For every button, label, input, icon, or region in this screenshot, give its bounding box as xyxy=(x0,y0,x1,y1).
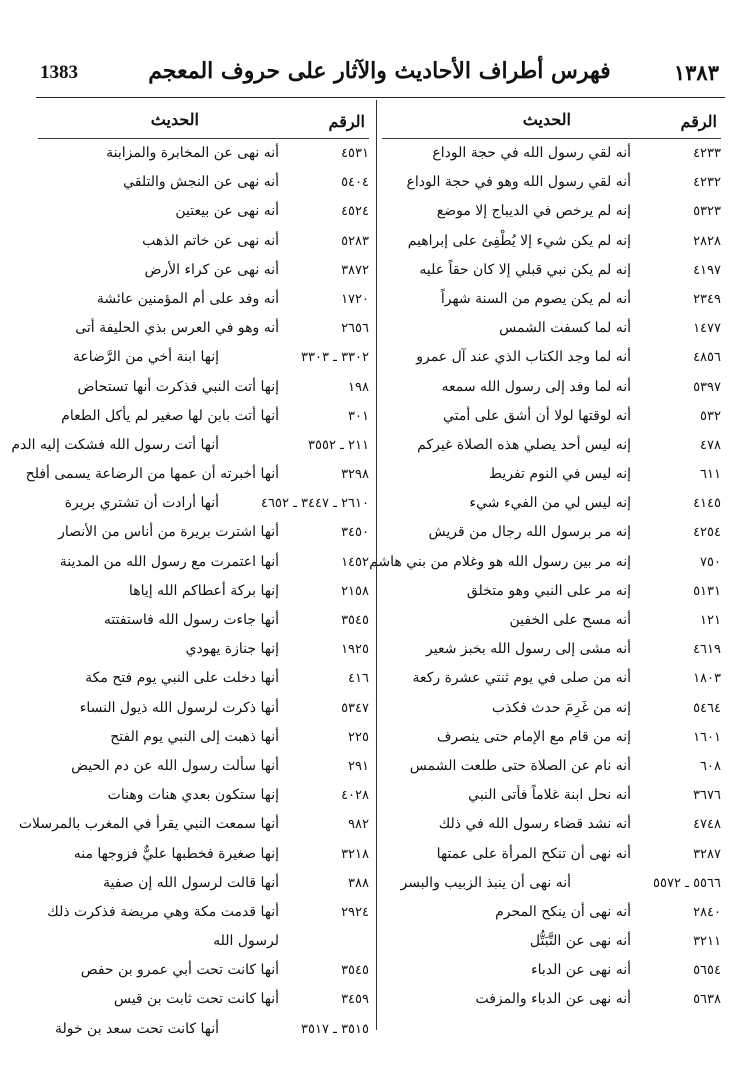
entry-number: ٤٧٨ xyxy=(700,437,721,453)
entry-number: ٣٨٧٢ xyxy=(341,262,369,278)
entry-text: أنه نهى عن الدباء والمزفت xyxy=(475,991,631,1008)
index-entry xyxy=(382,227,721,256)
index-entry xyxy=(382,256,721,285)
header-rule xyxy=(36,97,725,98)
index-entry xyxy=(38,489,369,518)
entry-number: ٤٠٢٨ xyxy=(341,788,369,804)
entry-text: أنه نهى عن بيعتين xyxy=(175,203,279,220)
index-entry xyxy=(38,227,369,256)
entry-text: أنه مشى إلى رسول الله بخبز شعير xyxy=(426,641,631,658)
index-entry xyxy=(38,927,369,956)
entry-text: أنه نشد قضاء رسول الله في ذلك xyxy=(438,816,631,833)
entry-text: أنه لما كسفت الشمس xyxy=(499,320,631,337)
entry-number: ٤٢٣٢ xyxy=(693,175,721,191)
index-entry xyxy=(382,402,721,431)
entry-number: ٤٢٣٣ xyxy=(693,146,721,161)
entry-number: ٥٢٨٣ xyxy=(341,233,369,249)
page-number-arabic: ١٣٨٣ xyxy=(673,60,719,85)
entry-text: أنه وهو في العرس بذي الحليفة أتى xyxy=(75,320,279,337)
left-column-header xyxy=(38,100,369,139)
entry-number: ٣٤٥٩ xyxy=(341,992,369,1008)
entry-text: أنها قالت لرسول الله إن صفية xyxy=(102,874,279,891)
index-entry xyxy=(382,285,721,314)
entry-text: إنه ليس في النوم تفريط xyxy=(489,466,631,483)
index-entry xyxy=(382,197,721,226)
entry-number: ٩٨٢ xyxy=(348,817,369,833)
entry-text: إنه لم يرخص في الديباج إلا موضع xyxy=(436,203,631,220)
index-entry xyxy=(382,810,721,839)
entry-number: ٤٧٤٨ xyxy=(693,817,721,833)
column-divider xyxy=(376,100,377,1030)
index-entry xyxy=(38,256,369,285)
right-column xyxy=(369,100,721,1030)
entry-number: ٢١٥٨ xyxy=(341,583,369,599)
index-entry xyxy=(382,314,721,343)
entry-text: إنه لم يكن نبي قبلي إلا كان حقاً عليه xyxy=(419,261,631,278)
entry-number: ٥٦٥٤ xyxy=(693,963,721,979)
entry-number: ٤١٦ xyxy=(348,671,369,687)
index-entry xyxy=(25,460,369,489)
left-column xyxy=(11,100,369,1037)
entry-text: أنها أتت بابن لها صغير لم يأكل الطعام xyxy=(61,407,279,424)
entry-text: إنه ليس أحد يصلي هذه الصلاة غيركم xyxy=(417,436,631,453)
index-entry xyxy=(38,694,369,723)
index-entry xyxy=(382,898,721,927)
entry-text: أنها جاءت رسول الله فاستفتته xyxy=(103,612,279,628)
index-entry xyxy=(38,752,369,781)
entry-text: أنها كانت تحت أبي عمرو بن حفص xyxy=(80,962,279,979)
page-header xyxy=(40,58,719,94)
entry-number: ٣٢١١ xyxy=(693,934,721,950)
index-entry xyxy=(38,606,369,635)
index-entry xyxy=(11,431,369,460)
entry-text: إنه مر برسول الله رجال من قريش xyxy=(428,524,631,541)
entry-number: ٢٨٢٨ xyxy=(693,233,721,249)
entry-number: ٥١٣١ xyxy=(693,583,721,599)
entry-number: ٣٠١ xyxy=(348,408,369,424)
entry-number: ١٢١ xyxy=(700,613,721,628)
entry-text: إنها صغيرة فخطبها عليٌّ فزوجها منه xyxy=(73,845,279,862)
entry-text: أنه نهى أن ينكح المحرم xyxy=(495,903,631,920)
entry-number: ٥٤٦٤ xyxy=(693,700,721,716)
index-entry xyxy=(382,460,721,489)
entry-text: أنه نهى عن خاتم الذهب xyxy=(142,232,279,249)
entry-text: أنها سمعت النبي يقرأ في المغرب بالمرسلات xyxy=(18,816,279,833)
entry-text: أنها دخلت على النبي يوم فتح مكة xyxy=(85,670,279,687)
entry-text: إنها ابنة أخي من الرَّضاعة xyxy=(72,349,219,366)
right-column-header xyxy=(382,100,721,139)
entry-text: أنه نهى عن الدباء xyxy=(531,962,631,979)
entry-number: ١٩٢٥ xyxy=(341,642,369,658)
index-entry xyxy=(382,664,721,693)
entry-text: أنه وفد على أم المؤمنين عائشة xyxy=(96,290,279,307)
entry-number: ٣٦٧٦ xyxy=(693,788,721,804)
index-entry xyxy=(38,343,369,372)
entry-text: أنها اعتمرت مع رسول الله من المدينة xyxy=(59,553,279,570)
entry-text: أنه لوقتها لولا أن أشق على أمتي xyxy=(442,407,631,424)
index-entry xyxy=(382,168,721,197)
entry-text: أنه لقي رسول الله وهو في حجة الوداع xyxy=(406,174,631,191)
hadith-heading: الحديث xyxy=(150,110,199,129)
entry-text: أنه نهى عن المخابرة والمزابنة xyxy=(106,145,279,161)
index-entry xyxy=(38,168,369,197)
index-entry xyxy=(382,723,721,752)
index-entry xyxy=(369,548,721,577)
entry-text: إنه لم يكن شيء إلا يُطْفِئ على إبراهيم xyxy=(407,232,631,249)
entry-text: إنها أتت النبي فذكرت أنها تستحاض xyxy=(77,378,279,395)
entry-number: ٥٣٢ xyxy=(700,408,721,424)
entry-text: إنه من قام مع الإمام حتى ينصرف xyxy=(436,728,631,745)
entry-number: ١٦٠١ xyxy=(693,729,721,745)
entry-text: إنه مر على النبي وهو متخلق xyxy=(466,582,631,599)
index-entry xyxy=(38,985,369,1014)
entry-text: أنها كانت تحت سعد بن خولة xyxy=(54,1020,219,1037)
index-entry xyxy=(38,898,369,927)
entry-text: أنها أتت رسول الله فشكت إليه الدم xyxy=(11,436,219,453)
index-entry xyxy=(38,402,369,431)
entry-text: أنها قدمت مكة وهي مريضة فذكرت ذلك xyxy=(47,903,279,920)
index-entry xyxy=(382,606,721,635)
entry-text: إنه من غَرِمَ حدث فكذب xyxy=(491,699,631,716)
entry-number: ١٨٠٣ xyxy=(693,671,721,687)
index-entry xyxy=(38,869,369,898)
entry-number: ٣٨٨ xyxy=(348,875,369,891)
entry-number: ٤٥٢٤ xyxy=(341,204,369,220)
entry-number: ٣٥٤٥ xyxy=(341,963,369,979)
hadith-heading: الحديث xyxy=(522,110,571,129)
index-entry xyxy=(382,752,721,781)
entry-text: أنه لما وجد الكتاب الذي عند آل عمرو xyxy=(416,349,631,366)
index-entry xyxy=(38,314,369,343)
entry-text: أنه لم يكن يصوم من السنة شهراً xyxy=(440,290,631,307)
entry-number: ٤٥٣١ xyxy=(341,146,369,161)
index-entry xyxy=(382,985,721,1014)
entry-text: أنه نحل ابنة غلاماً فأتى النبي xyxy=(468,787,631,804)
index-entry xyxy=(382,139,721,168)
entry-text: أنها سألت رسول الله عن دم الحيض xyxy=(71,757,279,774)
page-number-latin: 1383 xyxy=(40,62,78,83)
index-entry xyxy=(38,577,369,606)
index-entry xyxy=(382,489,721,518)
entry-text: أنه نهى عن التَّبَتُّل xyxy=(529,933,631,950)
page-title: فهرس أطراف الأحاديث والآثار على حروف المعجم xyxy=(148,58,611,84)
entry-text: أنها اشترت بريرة من أناس من الأنصار xyxy=(58,524,279,541)
index-entry xyxy=(382,869,721,898)
entry-number: ٤٦١٩ xyxy=(693,642,721,658)
entry-text: أنها ذهبت إلى النبي يوم الفتح xyxy=(110,728,279,745)
entry-number: ٤٨٥٦ xyxy=(693,350,721,366)
index-entry xyxy=(38,285,369,314)
entry-text: إنها ستكون بعدي هنات وهنات xyxy=(107,787,279,804)
entry-number: ٥٣٤٧ xyxy=(341,700,369,716)
entry-number: ٢٩٢٤ xyxy=(341,904,369,920)
entry-number: ٣٥٤٥ xyxy=(341,613,369,628)
entry-text: أنه نهى أن ينبذ الزبيب والبسر xyxy=(400,874,571,891)
index-entry xyxy=(38,664,369,693)
index-entry xyxy=(38,781,369,810)
entry-number: ١٧٢٠ xyxy=(341,291,369,307)
entry-number: ٢٦٥٦ xyxy=(341,321,369,337)
index-entry xyxy=(382,518,721,547)
entry-number: ٣٣٠٢ ـ ٣٣٠٣ xyxy=(301,350,369,366)
index-entry xyxy=(382,635,721,664)
right-entries xyxy=(369,139,721,1015)
entry-number: ١٤٥٢ xyxy=(341,554,369,570)
entry-number: ٢٢٥ xyxy=(348,729,369,745)
entry-number: ٢١١ ـ ٣٥٥٢ xyxy=(308,437,369,453)
index-entry xyxy=(38,548,369,577)
entry-number: ٧٥٠ xyxy=(700,554,721,570)
index-entry xyxy=(382,694,721,723)
index-entry xyxy=(382,577,721,606)
entry-number: ٥٤٠٤ xyxy=(341,175,369,191)
index-entry xyxy=(38,518,369,547)
entry-text: أنه من صلى في يوم ثنتي عشرة ركعة xyxy=(412,670,631,687)
entry-text: أنها أرادت أن تشتري بريرة xyxy=(64,495,219,512)
entry-text: أنه لما وفد إلى رسول الله سمعه xyxy=(441,378,631,395)
entry-number: ٦١١ xyxy=(700,467,721,483)
entry-number: ٤١٤٥ xyxy=(693,496,721,512)
entry-number: ٢٨٤٠ xyxy=(693,904,721,920)
entry-text: أنه نهى عن النجش والتلقي xyxy=(123,174,279,191)
entry-number: ٦٠٨ xyxy=(700,758,721,774)
entry-text: إنها جنازة يهودي xyxy=(185,641,279,658)
index-entry xyxy=(18,810,369,839)
entry-number: ٣٤٥٠ xyxy=(341,525,369,541)
index-entry xyxy=(38,1015,369,1044)
entry-text: أنه مسح على الخفين xyxy=(509,612,631,628)
number-heading: الرقم xyxy=(328,112,365,131)
entry-number: ٤١٩٧ xyxy=(693,262,721,278)
entry-number: ٢٣٤٩ xyxy=(693,291,721,307)
entry-number: ٣٢٩٨ xyxy=(341,467,369,483)
entry-text: أنه لقي رسول الله في حجة الوداع xyxy=(432,145,631,161)
index-entry xyxy=(38,635,369,664)
entry-text: أنه نهى عن كراء الأرض xyxy=(144,261,279,278)
entry-text: أنه نهى أن تنكح المرأة على عمتها xyxy=(436,845,631,862)
entry-number: ٤٢٥٤ xyxy=(693,525,721,541)
index-entry xyxy=(382,927,721,956)
left-entries xyxy=(11,139,369,1044)
entry-text: أنها أخبرته أن عمها من الرضاعة يسمى أفلح xyxy=(25,466,279,483)
entry-number: ٥٣٩٧ xyxy=(693,379,721,395)
entry-text: إنه مر بين رسول الله هو وغلام من بني هاشم xyxy=(369,553,631,570)
index-entry xyxy=(382,840,721,869)
index-entry xyxy=(38,723,369,752)
index-entry xyxy=(38,197,369,226)
index-entry xyxy=(382,781,721,810)
entry-number: ١٩٨ xyxy=(348,379,369,395)
index-entry xyxy=(38,373,369,402)
entry-number: ٥٦٣٨ xyxy=(693,992,721,1008)
entry-text: إنها بركة أعطاكم الله إياها xyxy=(128,582,279,599)
entry-number: ٥٥٦٦ ـ ٥٥٧٢ xyxy=(653,875,721,891)
index-entry xyxy=(38,956,369,985)
entry-text: أنها ذكرت لرسول الله ذيول النساء xyxy=(79,699,279,716)
index-entry xyxy=(382,343,721,372)
number-heading: الرقم xyxy=(680,112,717,131)
index-entry xyxy=(38,840,369,869)
entry-number: ١٤٧٧ xyxy=(693,321,721,337)
entry-number: ٢٩١ xyxy=(348,758,369,774)
entry-number: ٣٢٨٧ xyxy=(693,846,721,862)
entry-number: ٣٢١٨ xyxy=(341,846,369,862)
entry-text: إنه ليس لي من الفيء شيء xyxy=(469,495,631,512)
entry-number: ٣٥١٥ ـ ٣٥١٧ xyxy=(301,1021,369,1037)
entry-number: ٥٣٢٣ xyxy=(693,204,721,220)
index-entry xyxy=(382,431,721,460)
index-entry xyxy=(382,373,721,402)
entry-text: أنها كانت تحت ثابت بن قيس xyxy=(113,991,279,1008)
index-entry xyxy=(382,956,721,985)
entry-number: ٢٦١٠ ـ ٣٤٤٧ ـ ٤٦٥٢ xyxy=(261,496,369,512)
entry-text: أنه نام عن الصلاة حتى طلعت الشمس xyxy=(409,757,631,774)
index-entry xyxy=(38,139,369,168)
entry-text: لرسول الله xyxy=(213,933,279,950)
